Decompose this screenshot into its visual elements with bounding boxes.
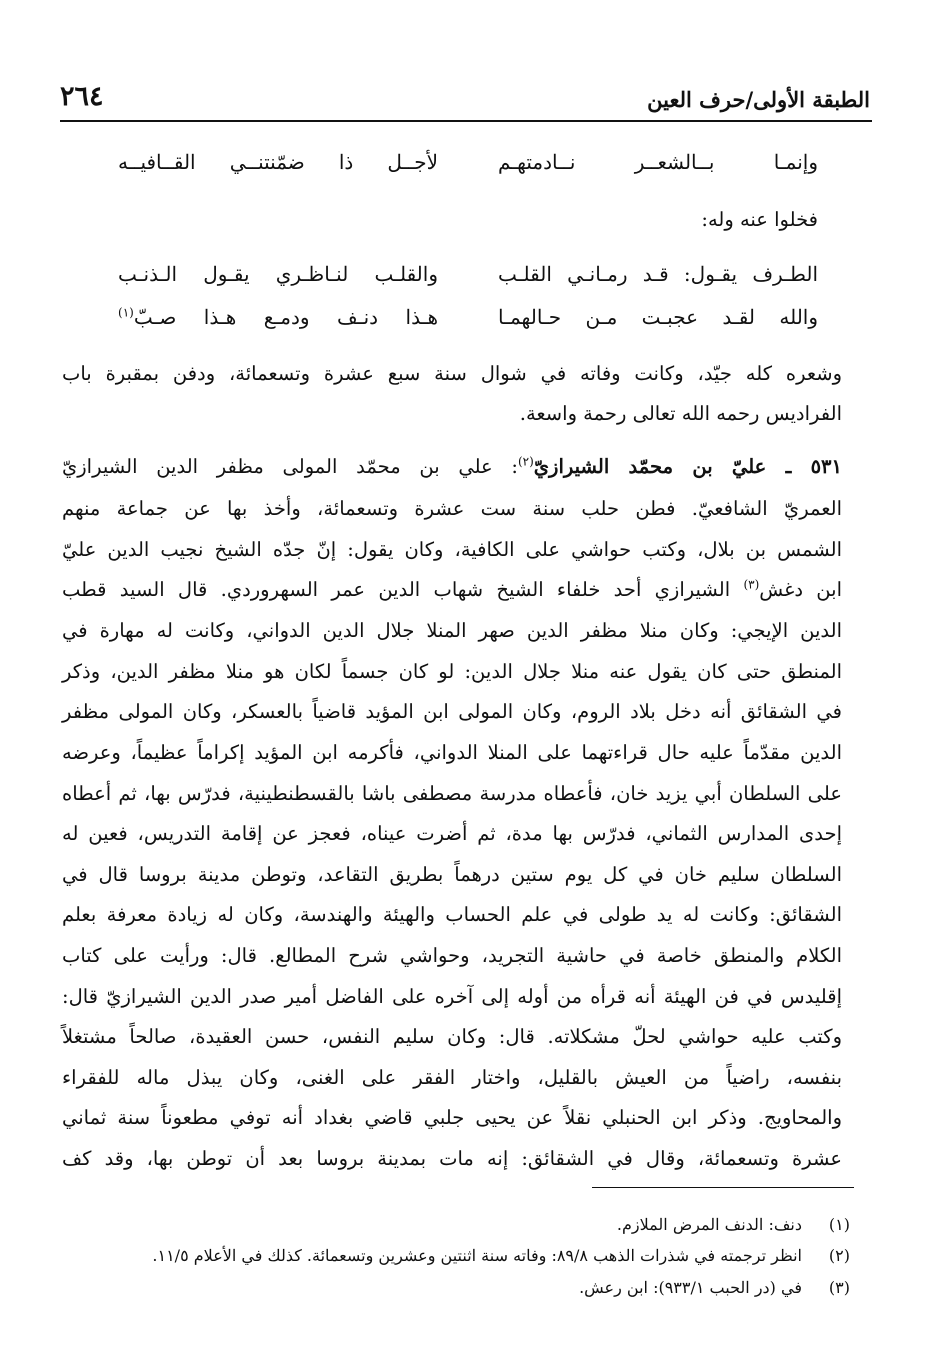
paragraph-line: الشمس بن بلال، وكتب حواشي على الكافية، وكان يقول: إنّ جدّه الشيخ نجيب الدين عليّ — [62, 538, 842, 561]
paragraph-line: بنفسه، راضياً من العيش بالقليل، واختار الفقر على الغنى، وكان يبذل ماله للفقراء — [62, 1066, 842, 1089]
verse-line — [118, 305, 818, 329]
footnote-text: في (در الحبب ٩٣٣/١): ابن رعش. — [579, 1278, 802, 1297]
verse-text: هـذا دنـف ودمـع هـذا صـبّ — [133, 305, 438, 329]
intro-line: فخلوا عنه وله: — [701, 208, 818, 231]
footnote-rule — [592, 1187, 854, 1188]
paragraph-line: الدين الإيجي: وكان منلا مظفر الدين صهر المنلا جلال الدين الدواني، وكانت له مهارة في — [62, 619, 842, 642]
page-number: ٢٦٤ — [60, 81, 104, 112]
footnote-number: (١) — [828, 1215, 850, 1234]
verse-second-hemistich — [118, 305, 438, 329]
footnote-number: (٢) — [828, 1246, 850, 1265]
footnote-text: انظر ترجمته في شذرات الذهب ٨٩/٨: وفاته سنة اثنتين وعشرين وتسعمائة. كذلك في الأعلام ١١/٥. — [152, 1246, 802, 1265]
running-title: الطبقة الأولى/حرف العين — [647, 87, 870, 112]
verse-first-hemistich: والله لقـد عجبـت مـن حـالهمـا — [498, 305, 818, 329]
footnote — [60, 1215, 850, 1234]
paragraph-line: وشعره كله جيّد، وكانت وفاته في شوال سنة سبع عشرة وتسعمائة، ودفن بمقبرة باب — [62, 362, 842, 385]
paragraph-line: وكتب عليه حواشي لحلّ مشكلاته. قال: وكان سليم النفس، حسن العقيدة، صالحاً مشتغلاً — [62, 1025, 842, 1048]
verse-first-hemistich: وإنمـا بــالشعــر نــادمتهـم — [498, 150, 818, 174]
entry-text: : علي بن محمّد المولى مظفر الدين الشيرازيّ — [62, 455, 518, 478]
header-rule — [60, 120, 872, 122]
paragraph-line: المنطق حتى كان يقول عنه منلا جلال الدين: لو كان جسماً لكان هو منلا مظفر الدين، وذكر — [62, 660, 842, 683]
paragraph-line: في الشقائق أنه دخل بلاد الروم، وكان المولى ابن المؤيد قاضياً بالعسكر، وكان المولى مظفر — [62, 700, 842, 723]
entry-text: ابن دغش — [759, 578, 842, 601]
entry-title: ٥٣١ ـ عليّ بن محمّد الشيرازيّ — [533, 455, 842, 478]
paragraph-line: إحدى المدارس الثماني، فدرّس بها مدة، ثم أضرت عيناه، فعجز عن إقامة التدريس، فعين له — [62, 822, 842, 845]
paragraph-line: والمحاويج. وذكر ابن الحنبلي نقلاً عن يحيى جلبي قاضي بغداد أنه توفي مطعوناً سنة ثماني — [62, 1106, 842, 1129]
verse-first-hemistich: الطـرف يقـول: قـد رمـانـي القلـب — [498, 262, 818, 286]
paragraph-line: إقليدس في فن الهيئة أنه قرأه من أوله إلى آخره على الفاضل أمير صدر الدين الشيرازيّ قال: — [62, 985, 842, 1008]
paragraph-line: على السلطان أبي يزيد خان، فأعطاه مدرسة مصطفى باشا بالقسطنطينية، فدرّس بها، ثم أعطاه — [62, 782, 842, 805]
footnote-ref: (٢) — [517, 454, 534, 469]
footnote — [60, 1246, 850, 1265]
footnote-text: دنف: الدنف المرض الملازم. — [616, 1215, 802, 1234]
paragraph-line: عشرة وتسعمائة، وقال في الشقائق: إنه مات بمدينة بروسا بعد أن توطن بها، وقد كف — [62, 1147, 842, 1170]
biography-heading-line — [62, 455, 842, 478]
verse-second-hemistich: والقلـب لنـاظـري يقـول الـذنـب — [118, 262, 438, 286]
footnote — [60, 1278, 850, 1297]
entry-text: الشيرازي أحد خلفاء الشيخ شهاب الدين عمر السهروردي. قال السيد قطب — [62, 578, 744, 601]
footnote-ref: (٣) — [743, 577, 760, 592]
verse-line — [118, 262, 818, 286]
paragraph-line: السلطان سليم خان في كل يوم ستين درهماً بطريق التقاعد، وتوطن مدينة بروسا قال في — [62, 863, 842, 886]
verse-second-hemistich: لأجــل ذا ضمّنتنــي القــافيــه — [118, 150, 438, 174]
paragraph-line: الشقائق: وكانت له يد طولى في علم الحساب والهيئة والهندسة، وكان له زيادة معرفة بعلم — [62, 903, 842, 926]
verse-line — [118, 150, 818, 174]
page-header — [60, 72, 870, 112]
paragraph-line: الكلام والمنطق خاصة في حاشية التجريد، وحواشي شرح المطالع. قال: ورأيت على كتاب — [62, 944, 842, 967]
paragraph-line: الدين مقدّماً عليه حال قراءتهما على المنلا الدواني، فأكرمه ابن المؤيد إكراماً عظيماً، وعرضه — [62, 741, 842, 764]
paragraph-line: العمريّ الشافعيّ. فطن حلب سنة ست عشرة وتسعمائة، وأخذ بها عن جماعة منهم — [62, 497, 842, 520]
footnote-number: (٣) — [828, 1278, 850, 1297]
paragraph-line: الفراديس رحمه الله تعالى رحمة واسعة. — [519, 402, 842, 425]
paragraph-line — [62, 578, 842, 601]
footnote-ref: (١) — [118, 305, 134, 320]
